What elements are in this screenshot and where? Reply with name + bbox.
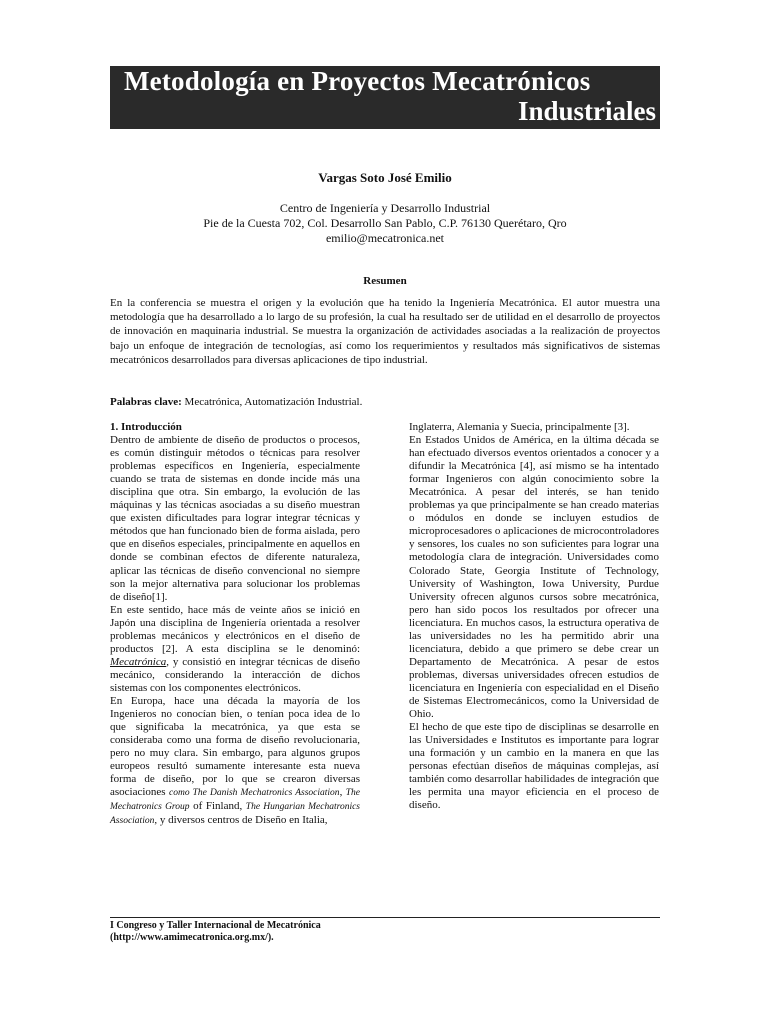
abstract-text: En la conferencia se muestra el origen y la evolución que ha tenido la Ingeniería Mecatrónica. El autor muestra una metodología que ha desarrollado a lo largo de su profesión, la cual ha resultado ser de utilidad en el desarrollo de proyectos de innovación en maquinaria industrial. Se muestra la organización de actividades asociadas a la realización de proyectos bajo un enfoque de integración de tecnologías, así como los requerimientos y resultados más significativos de sistemas mecatrónicos desarrollados para diversas aplicaciones de tipo industrial. bbox=[110, 297, 660, 366]
assoc-of-finland: of Finland, bbox=[189, 800, 246, 813]
intro-paragraph-2-text-a: En este sentido, hace más de veinte años se inició en Japón una disciplina de Ingeniería orientada a resolver problemas mecánicos y electrónicos en el diseño de productos [2]. A esta disciplina se le denominó: bbox=[110, 603, 360, 655]
keywords bbox=[110, 396, 660, 408]
assoc-sep: , bbox=[339, 786, 346, 799]
affiliation bbox=[110, 201, 660, 246]
assoc-mechatronics-group: The Mechatronics Group bbox=[110, 788, 360, 813]
affiliation-institution: Centro de Ingeniería y Desarrollo Industrial bbox=[279, 201, 491, 215]
intro-paragraph-4: Inglaterra, Alemania y Suecia, principalmente [3]. bbox=[409, 421, 630, 433]
intro-paragraph-3-text-b: , y diversos centros de Diseño en Italia, bbox=[154, 814, 328, 827]
paper-title bbox=[110, 66, 660, 129]
right-column bbox=[409, 421, 659, 812]
intro-paragraph-1: Dentro de ambiente de diseño de productos o procesos, es común distinguir métodos o técnicas para resolver problemas específicos en Ingeniería, especialmente cuando se trata de sistemas en donde incide más una disciplina que otra. Sin embargo, la evolución de las máquinas y las técnicas asociadas a su diseño muestran que existen dificultades para lograr integrar técnicas y métodos que han funcionado bien de forma aislada, pero que en diseños especiales, principalmente en aquellos en donde se combinan efectos de diferente naturaleza, aplicar las técnicas de diseño convencional no siempre son la mejor alternativa para solucionar los problemas de diseño[1]. bbox=[110, 434, 360, 603]
paper-title-line1: Metodología en Proyectos Mecatrónicos bbox=[124, 66, 591, 96]
assoc-danish: como The Danish Mechatronics Association bbox=[169, 788, 340, 799]
footer-conference: I Congreso y Taller Internacional de Mecatrónica bbox=[110, 920, 321, 931]
affiliation-email: emilio@mecatronica.net bbox=[325, 231, 444, 245]
section-heading-introduccion: 1. Introducción bbox=[110, 421, 182, 433]
footer bbox=[110, 920, 660, 944]
intro-paragraph-5: En Estados Unidos de América, en la última década se han efectuado diversos eventos orientados a conocer y a difundir la Mecatrónica [4], así mismo se ha intentado formar Ingenieros con algún conocimiento sobre la Mecatrónica. A pesar del interés, se han tenido problemas ya que principalmente se han creado materias o módulos en donde se incluyen estudios de microprocesadores o aplicaciones de microcontroladores y sensores, los cuales no son suficientes para lograr una metodología clara de integración. Universidades como Colorado State, Georgia Institute of Technology, University of Washington, Iowa University, Purdue University ofrecen algunos cursos sobre mecatrónica, pero han sido pocos los resultados por ofrecer una licenciatura. En muchos casos, la estructura operativa de las universidades no les ha permitido abrir una licenciatura, debido a que primero se debe crear un Departamento de Mecatrónica. A pesar de estos problemas, diversas universidades ofrecen estudios de licenciatura en Ingeniería con especialidad en el Diseño de Sistemas Electromecánicos, como la Universidad de Ohio. bbox=[409, 434, 659, 721]
term-mecatronica: Mecatrónica bbox=[110, 655, 167, 668]
left-column bbox=[110, 421, 360, 828]
intro-paragraph-6: El hecho de que este tipo de disciplinas se desarrolle en las Universidades e Institutos es importante para lograr una formación y un cambio en la manera en que las personas efectúan diseños de máquinas complejas, así también como desarrollar habilidades de integración que les permita una mayor eficiencia en el proceso de diseño. bbox=[409, 721, 659, 812]
keywords-text: Mecatrónica, Automatización Industrial. bbox=[181, 396, 363, 408]
affiliation-address: Pie de la Cuesta 702, Col. Desarrollo San Pablo, C.P. 76130 Querétaro, Qro bbox=[203, 216, 567, 230]
keywords-label: Palabras clave: bbox=[110, 396, 182, 408]
paper-title-line2: Industriales bbox=[517, 96, 656, 126]
intro-paragraph-2-text-b: , y consistió en integrar técnicas de diseño mecánico, considerando la interacción de dichos sistemas con los componentes electrónicos. bbox=[110, 655, 360, 694]
author-name: Vargas Soto José Emilio bbox=[318, 170, 452, 185]
footer-divider bbox=[110, 917, 660, 918]
abstract-heading: Resumen bbox=[363, 275, 407, 287]
intro-paragraph-3 bbox=[110, 695, 360, 828]
assoc-hungarian: The Hungarian Mechatronics Association bbox=[110, 802, 360, 827]
intro-paragraph-2 bbox=[110, 604, 360, 695]
intro-paragraph-3-text-a: En Europa, hace una década la mayoría de los Ingenieros no conocían bien, o tenían poca idea de lo que significaba la mecatrónica, ya que esta se consideraba como una forma de diseño revolucionaria, pero no muy clara. Sin embargo, para algunos grupos europeos resultó sumamente interesante esta nueva forma de diseño, por lo que se crearon diversas asociaciones bbox=[110, 694, 360, 799]
footer-url: (http://www.amimecatronica.org.mx/). bbox=[110, 932, 274, 943]
